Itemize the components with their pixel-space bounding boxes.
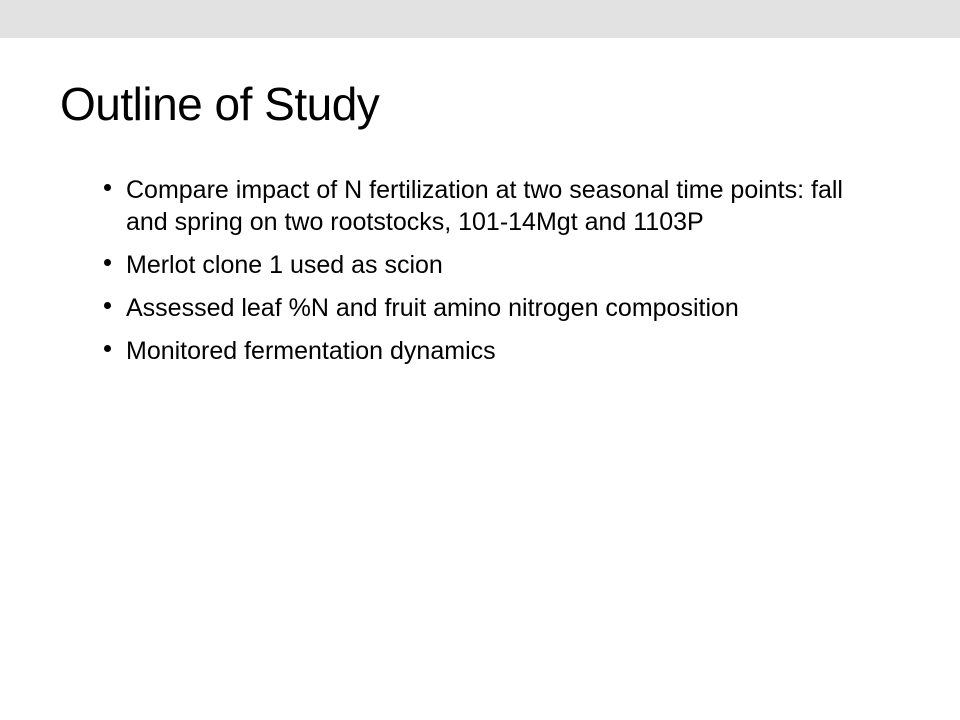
slide-title: Outline of Study bbox=[60, 78, 380, 130]
bullet-dot-icon bbox=[104, 184, 111, 191]
list-item bbox=[104, 174, 844, 238]
bullet-dot-icon bbox=[104, 259, 111, 266]
list-item bbox=[104, 292, 844, 324]
bullet-text: Compare impact of N fertilization at two seasonal time points: fall and spring on two rootstocks, 101-14Mgt and 1103P bbox=[126, 176, 843, 236]
list-item bbox=[104, 335, 844, 367]
bullet-dot-icon bbox=[104, 345, 111, 352]
bullet-dot-icon bbox=[104, 302, 111, 309]
bullet-text: Monitored fermentation dynamics bbox=[126, 337, 496, 365]
list-item bbox=[104, 249, 844, 281]
bullet-text: Assessed leaf %N and fruit amino nitrogen composition bbox=[126, 294, 739, 322]
top-band bbox=[0, 0, 960, 38]
bullet-text: Merlot clone 1 used as scion bbox=[126, 251, 443, 279]
bullet-list bbox=[104, 174, 844, 378]
